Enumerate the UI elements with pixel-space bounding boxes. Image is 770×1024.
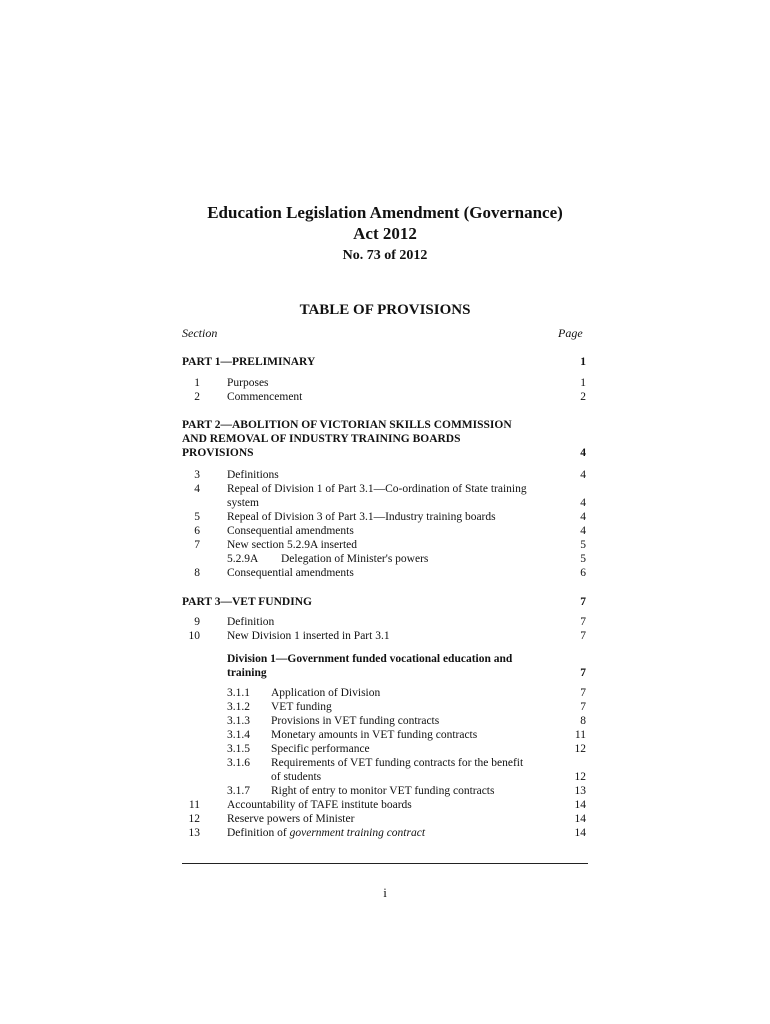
subitem-text: Delegation of Minister's powers [281,553,429,565]
item-text: Accountability of TAFE institute boards [227,799,412,811]
item-page: 6 [580,567,586,579]
item-number: 8 [194,567,200,579]
subitem-text: VET funding [271,701,332,713]
part-1-page: 1 [580,356,586,368]
item-text: Consequential amendments [227,525,354,537]
part-3-page: 7 [580,596,586,608]
toc-part-1[interactable] [182,355,586,369]
item-page: 14 [574,827,586,839]
item-text-plain: Definition of [227,827,290,839]
subitem-number: 3.1.5 [227,743,250,755]
item-number: 5 [194,511,200,523]
item-page: 12 [574,771,586,783]
toc-subitem[interactable] [182,756,586,784]
toc-part-3[interactable] [182,595,586,609]
item-text: New Division 1 inserted in Part 3.1 [227,630,390,642]
toc-item[interactable] [182,482,586,510]
act-title-line-2: Act 2012 [353,224,417,243]
item-page: 7 [580,616,586,628]
item-page: 4 [580,497,586,509]
footer-divider [182,863,588,864]
item-text: New section 5.2.9A inserted [227,539,357,551]
part-2-title: PART 2—ABOLITION OF VICTORIAN SKILLS COMMISSION AND REMOVAL OF INDUSTRY TRAINING BOARDS PROVISIONS [182,419,512,459]
item-page: 2 [580,391,586,403]
part-1-title: PART 1—PRELIMINARY [182,356,316,368]
item-page: 1 [580,377,586,389]
item-page: 7 [580,701,586,713]
item-page: 7 [580,630,586,642]
item-number: 10 [188,630,200,642]
part-3-title: PART 3—VET FUNDING [182,596,312,608]
item-text-italic: government training contract [289,827,426,839]
item-text: Reserve powers of Minister [227,813,355,825]
item-page: 4 [580,469,586,481]
item-number: 1 [194,377,200,389]
toc-part-2[interactable] [182,418,586,460]
item-text: Definitions [227,469,279,481]
subitem-number: 3.1.3 [227,715,250,727]
subitem-text: Application of Division [271,687,381,699]
item-number: 13 [188,827,200,839]
act-number: No. 73 of 2012 [342,248,428,263]
item-page: 14 [574,799,586,811]
item-text: Definition [227,616,275,628]
subitem-number: 3.1.4 [227,729,250,741]
division-1-title: Division 1—Government funded vocational education and training [227,653,513,679]
subitem-text: Specific performance [271,743,370,755]
item-page: 8 [580,715,586,727]
item-number: 9 [194,616,200,628]
item-number: 7 [194,539,200,551]
subitem-text: Provisions in VET funding contracts [271,715,440,727]
item-number: 12 [188,813,200,825]
item-page: 5 [580,539,586,551]
item-number: 6 [194,525,200,537]
item-page: 4 [580,511,586,523]
item-page: 13 [574,785,586,797]
item-page: 7 [580,687,586,699]
item-text [227,826,537,840]
item-text: Repeal of Division 3 of Part 3.1—Industry training boards [227,511,496,523]
subitem-number: 5.2.9A [227,553,259,565]
item-text: Repeal of Division 1 of Part 3.1—Co-ordination of State training system [227,483,527,509]
section-column-label: Section [182,326,218,340]
part-2-page: 4 [580,447,586,459]
item-page: 11 [574,729,586,741]
subitem-number: 3.1.1 [227,687,250,699]
page-column-label: Page [558,326,583,340]
division-1-page: 7 [580,667,586,679]
act-title-line-1: Education Legislation Amendment (Governance) [207,203,563,222]
subitem-number: 3.1.2 [227,701,250,713]
item-page: 4 [580,525,586,537]
item-page: 14 [574,813,586,825]
item-page: 12 [574,743,586,755]
toc-heading: TABLE OF PROVISIONS [299,302,471,318]
subitem-text: Requirements of VET funding contracts for the benefit of students [271,757,524,783]
footer-page-number: i [383,885,387,900]
toc-division-1[interactable] [227,652,586,680]
item-number: 3 [194,469,200,481]
item-number: 4 [194,483,200,495]
item-text: Consequential amendments [227,567,354,579]
subitem-number: 3.1.7 [227,785,250,797]
item-number: 11 [188,799,200,811]
act-title [0,202,770,244]
item-text: Purposes [227,377,269,389]
item-number: 2 [194,391,200,403]
subitem-text: Monetary amounts in VET funding contracts [271,729,478,741]
subitem-text: Right of entry to monitor VET funding contracts [271,785,495,797]
item-page: 5 [580,553,586,565]
subitem-number: 3.1.6 [227,757,250,769]
item-text: Commencement [227,391,303,403]
